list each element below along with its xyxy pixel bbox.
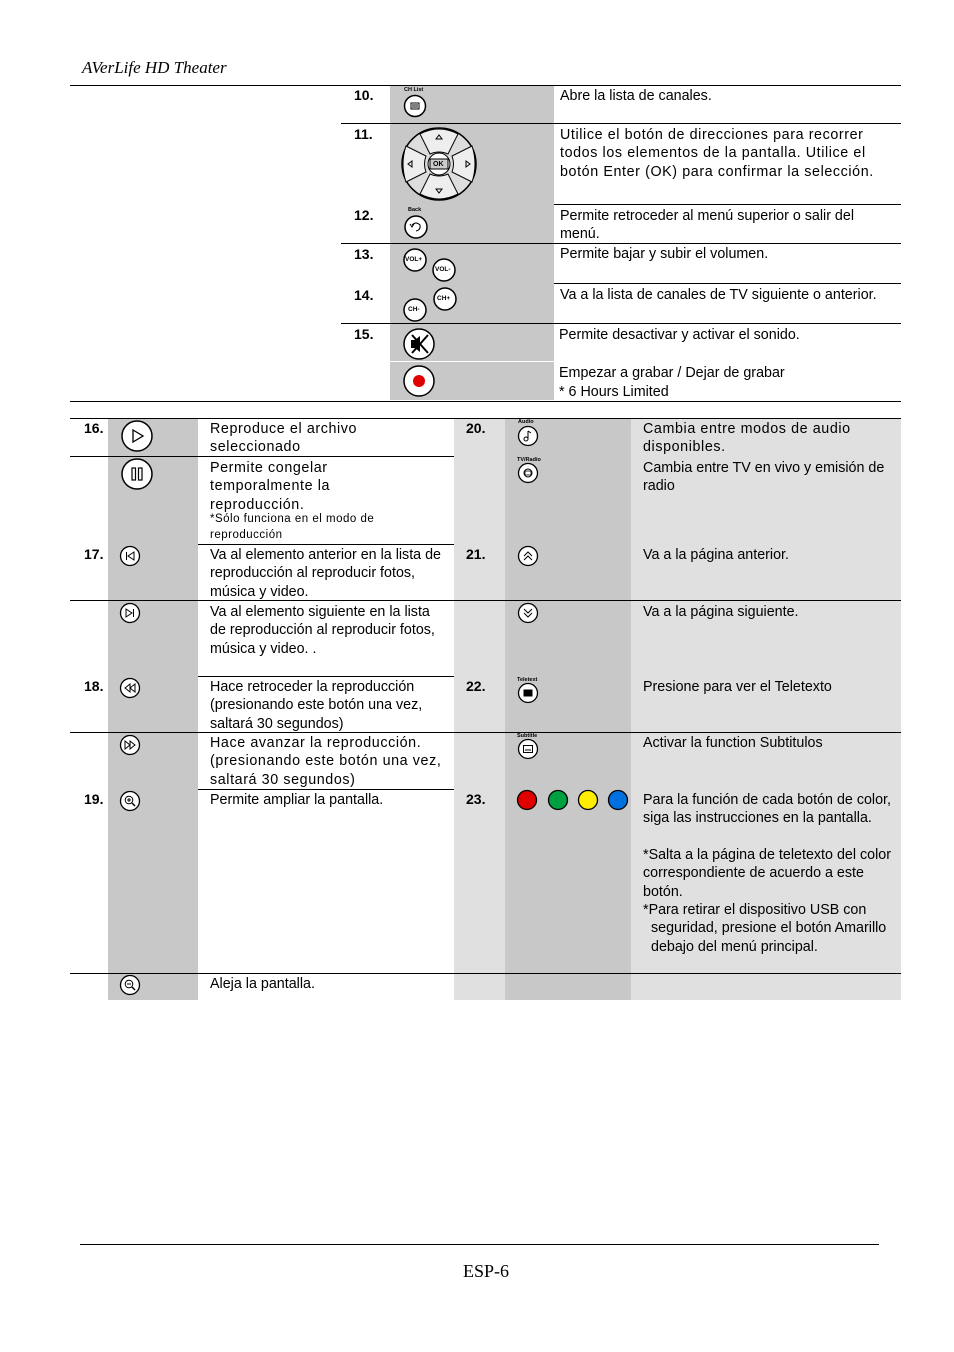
row-description: Permite congelar temporalmente la reproducción. <box>210 460 331 513</box>
color-note-usb: *Para retirar el dispositivo USB con seguridad, presione el botón Amarillo debajo del menú principal. <box>643 902 887 955</box>
row-number: 20. <box>466 420 486 436</box>
row-description: Permite desactivar y activar el sonido. <box>559 327 800 343</box>
row-number: 11. <box>354 126 373 142</box>
row-description: Hace avanzar la reproducción. (presionando este botón una vez, saltará 30 segundos) <box>210 735 442 788</box>
row-number: 13. <box>354 246 374 262</box>
pause-icon <box>120 457 154 491</box>
row-description: Cambia entre TV en vivo y emisión de radio <box>643 460 885 495</box>
green-button-icon <box>547 789 569 811</box>
row-number: 18. <box>84 678 104 694</box>
subtitle-icon <box>517 738 539 760</box>
fast-forward-icon <box>119 734 141 756</box>
row-divider <box>198 676 454 677</box>
zoom-in-icon <box>119 790 141 812</box>
row-description: Va al elemento siguiente en la lista de reproducción al reproducir fotos, música y video. . <box>210 604 435 657</box>
row-divider <box>70 973 901 974</box>
tv-radio-caption: TV/Radio <box>517 457 541 463</box>
record-note: * 6 Hours Limited <box>559 384 669 400</box>
back-caption: Back <box>408 207 422 213</box>
row-description: Reproduce el archivo seleccionado <box>210 421 358 456</box>
row-description: Abre la lista de canales. <box>560 88 712 104</box>
row-divider <box>554 283 901 284</box>
row-divider <box>70 600 901 601</box>
row-description: Para la función de cada botón de color, siga las instrucciones en la pantalla. <box>643 792 891 827</box>
row-description: Va a la página anterior. <box>643 547 789 563</box>
subtitle-caption: Subtitle <box>517 733 538 739</box>
row-divider <box>554 204 901 205</box>
row-description: Permite bajar y subir el volumen. <box>560 246 769 262</box>
vol-up-caption: VOL+ <box>405 256 423 263</box>
row-description: Permite retroceder al menú superior o salir del menú. <box>560 208 855 243</box>
lower-right-icon-column <box>505 419 631 1000</box>
vol-down-caption: VOL- <box>435 266 451 273</box>
ch-down-caption: CH- <box>408 306 420 313</box>
row-description: Presione para ver el Teletexto <box>643 679 832 695</box>
row-divider <box>198 544 454 545</box>
row-description: Va al elemento anterior en la lista de reproducción al reproducir fotos, música y video. <box>210 547 442 600</box>
row-description: Cambia entre modos de audio disponibles. <box>643 421 851 456</box>
red-button-icon <box>516 789 538 811</box>
footer-rule <box>80 1244 879 1245</box>
row-divider <box>198 789 454 790</box>
page-up-icon <box>517 545 539 567</box>
ch-list-caption: CH List <box>404 87 424 93</box>
ch-list-icon <box>403 94 427 118</box>
lower-right-number-column <box>454 419 505 1000</box>
record-description: Empezar a grabar / Dejar de grabar <box>559 365 785 381</box>
audio-caption: Audio <box>518 419 534 425</box>
teletext-icon <box>517 682 539 704</box>
row-number: 17. <box>84 546 104 562</box>
zoom-out-icon <box>119 974 141 996</box>
document-header: AVerLife HD Theater <box>82 58 227 77</box>
back-icon <box>403 214 429 240</box>
row-description: Va a la lista de canales de TV siguiente o anterior. <box>560 287 877 303</box>
row-description: Utilice el botón de direcciones para recorrer todos los elementos de la pantalla. Utilice el botón Enter (OK) para confirmar la selección. <box>560 127 874 180</box>
record-icon <box>402 364 436 398</box>
row-description: Va a la página siguiente. <box>643 604 799 620</box>
row-description: Activar la function Subtitulos <box>643 735 823 751</box>
color-note-teletext: *Salta a la página de teletexto del color correspondiente de acuerdo a este botón. <box>643 847 891 900</box>
previous-icon <box>119 545 141 567</box>
row-divider <box>390 361 554 362</box>
row-number: 21. <box>466 546 486 562</box>
row-description: Aleja la pantalla. <box>210 976 315 992</box>
row-number: 12. <box>354 207 374 223</box>
page-down-icon <box>517 602 539 624</box>
tv-radio-icon <box>517 462 539 484</box>
teletext-caption: Teletext <box>517 677 538 683</box>
row-number: 22. <box>466 678 486 694</box>
row-description: Permite ampliar la pantalla. <box>210 792 384 808</box>
blue-button-icon <box>607 789 629 811</box>
ok-caption: OK <box>433 161 444 168</box>
ch-up-caption: CH+ <box>437 295 451 302</box>
audio-icon <box>517 425 539 447</box>
page-number: ESP-6 <box>463 1261 510 1281</box>
row-divider <box>341 323 901 324</box>
pause-note: *Sólo funciona en el modo de reproducción <box>210 513 375 541</box>
row-number: 19. <box>84 791 104 807</box>
rewind-icon <box>119 677 141 699</box>
lower-left-icon-column <box>108 419 198 1000</box>
mute-icon <box>402 327 436 361</box>
row-divider <box>341 123 901 124</box>
row-number: 16. <box>84 420 104 436</box>
yellow-button-icon <box>577 789 599 811</box>
row-number: 15. <box>354 326 374 342</box>
row-number: 14. <box>354 287 374 303</box>
row-number: 23. <box>466 791 486 807</box>
row-divider <box>70 732 901 733</box>
next-icon <box>119 602 141 624</box>
row-number: 10. <box>354 87 374 103</box>
play-icon <box>120 419 154 453</box>
row-description: Hace retroceder la reproducción (presionando este botón una vez, saltará 30 segundos) <box>210 679 423 732</box>
